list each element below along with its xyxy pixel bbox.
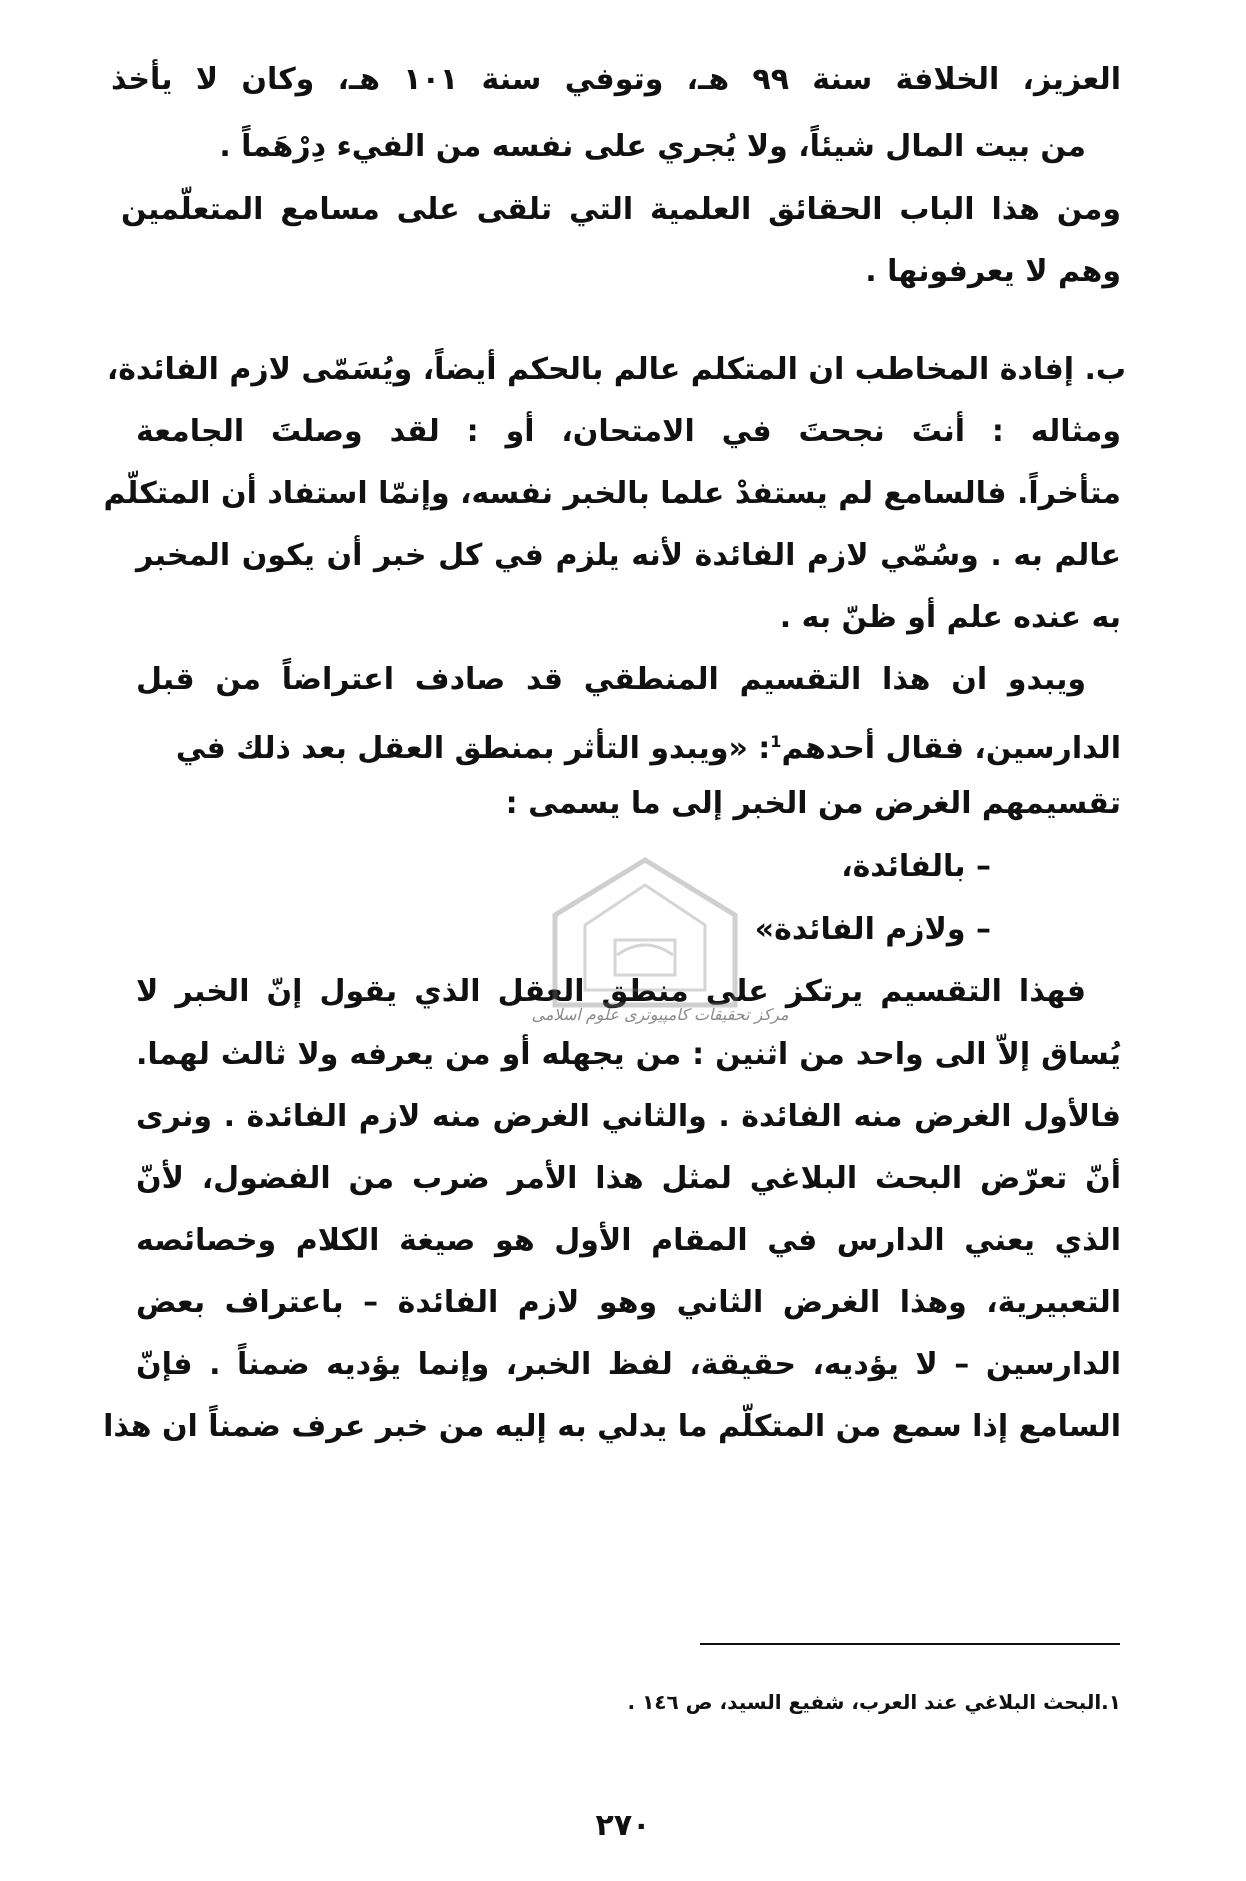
text-line: تقسيمهم الغرض من الخبر إلى ما يسمى : — [505, 786, 1121, 821]
footnote-divider — [700, 1643, 1120, 1645]
text-line: السامع إذا سمع من المتكلّم ما يدلي به إليه من خبر عرف ضمناً ان هذا — [103, 1409, 1121, 1444]
text-line: ومثاله : أنتَ نجحتَ في الامتحان، أو : لقد وصلتَ الجامعة — [136, 414, 1121, 449]
text-line: من بيت المال شيئاً، ولا يُجري على نفسه من الفيء دِرْهَماً . — [219, 129, 1086, 164]
footnote-marker: 1 — [770, 732, 782, 751]
text-line: الدارسين – لا يؤديه، حقيقة، لفظ الخبر، وإنما يؤديه ضمناً . فإنّ — [136, 1347, 1121, 1382]
page-number: ٢٧٠ — [595, 1808, 651, 1843]
text-line: به عنده علم أو ظنّ به . — [779, 600, 1121, 635]
list-item: – ولازم الفائدة» — [754, 912, 991, 947]
section-heading-line: ب. إفادة المخاطب ان المتكلم عالم بالحكم أيضاً، ويُسَمّى لازم الفائدة، — [106, 352, 1126, 387]
text-line: فالأول الغرض منه الفائدة . والثاني الغرض منه لازم الفائدة . ونرى — [136, 1099, 1121, 1134]
text-line: متأخراً. فالسامع لم يستفدْ علما بالخبر نفسه، وإنمّا استفاد أن المتكلّم — [103, 476, 1121, 511]
text-line: فهذا التقسيم يرتكز على منطق العقل الذي يقول إنّ الخبر لا — [136, 974, 1086, 1009]
text-line: عالم به . وسُمّي لازم الفائدة لأنه يلزم في كل خبر أن يكون المخبر — [136, 538, 1121, 573]
text-line: يُساق إلاّ الى واحد من اثنين : من يجهله أو من يعرفه ولا ثالث لهما. — [136, 1037, 1121, 1072]
text-line: التعبيرية، وهذا الغرض الثاني وهو لازم الفائدة – باعتراف بعض — [136, 1285, 1121, 1320]
text-line: وهم لا يعرفونها . — [865, 254, 1121, 289]
text-line: العزيز، الخلافة سنة ٩٩ هـ، وتوفي سنة ١٠١ هـ، وكان لا يأخذ — [111, 62, 1122, 97]
watermark-text: مركز تحقیقات کامپیوتری علوم اسلامی — [531, 1005, 789, 1024]
text-line: ويبدو ان هذا التقسيم المنطقي قد صادف اعتراضاً من قبل — [136, 662, 1086, 697]
text-line: الذي يعني الدارس في المقام الأول هو صيغة الكلام وخصائصه — [136, 1223, 1121, 1258]
text-segment: الدارسين، فقال أحدهم — [781, 731, 1121, 766]
text-line-with-footnote — [136, 720, 1121, 771]
footnote: ١.البحث البلاغي عند العرب، شفيع السيد، ص ١٤٦ . — [627, 1690, 1121, 1714]
text-line: ومن هذا الباب الحقائق العلمية التي تلقى على مسامع المتعلّمين — [121, 192, 1121, 227]
quote-segment: : «ويبدو التأثر بمنطق العقل بعد ذلك في — [175, 731, 771, 766]
watermark-logo — [545, 855, 745, 1015]
list-item: – بالفائدة، — [841, 849, 991, 884]
text-line: أنّ تعرّض البحث البلاغي لمثل هذا الأمر ضرب من الفضول، لأنّ — [136, 1161, 1121, 1196]
